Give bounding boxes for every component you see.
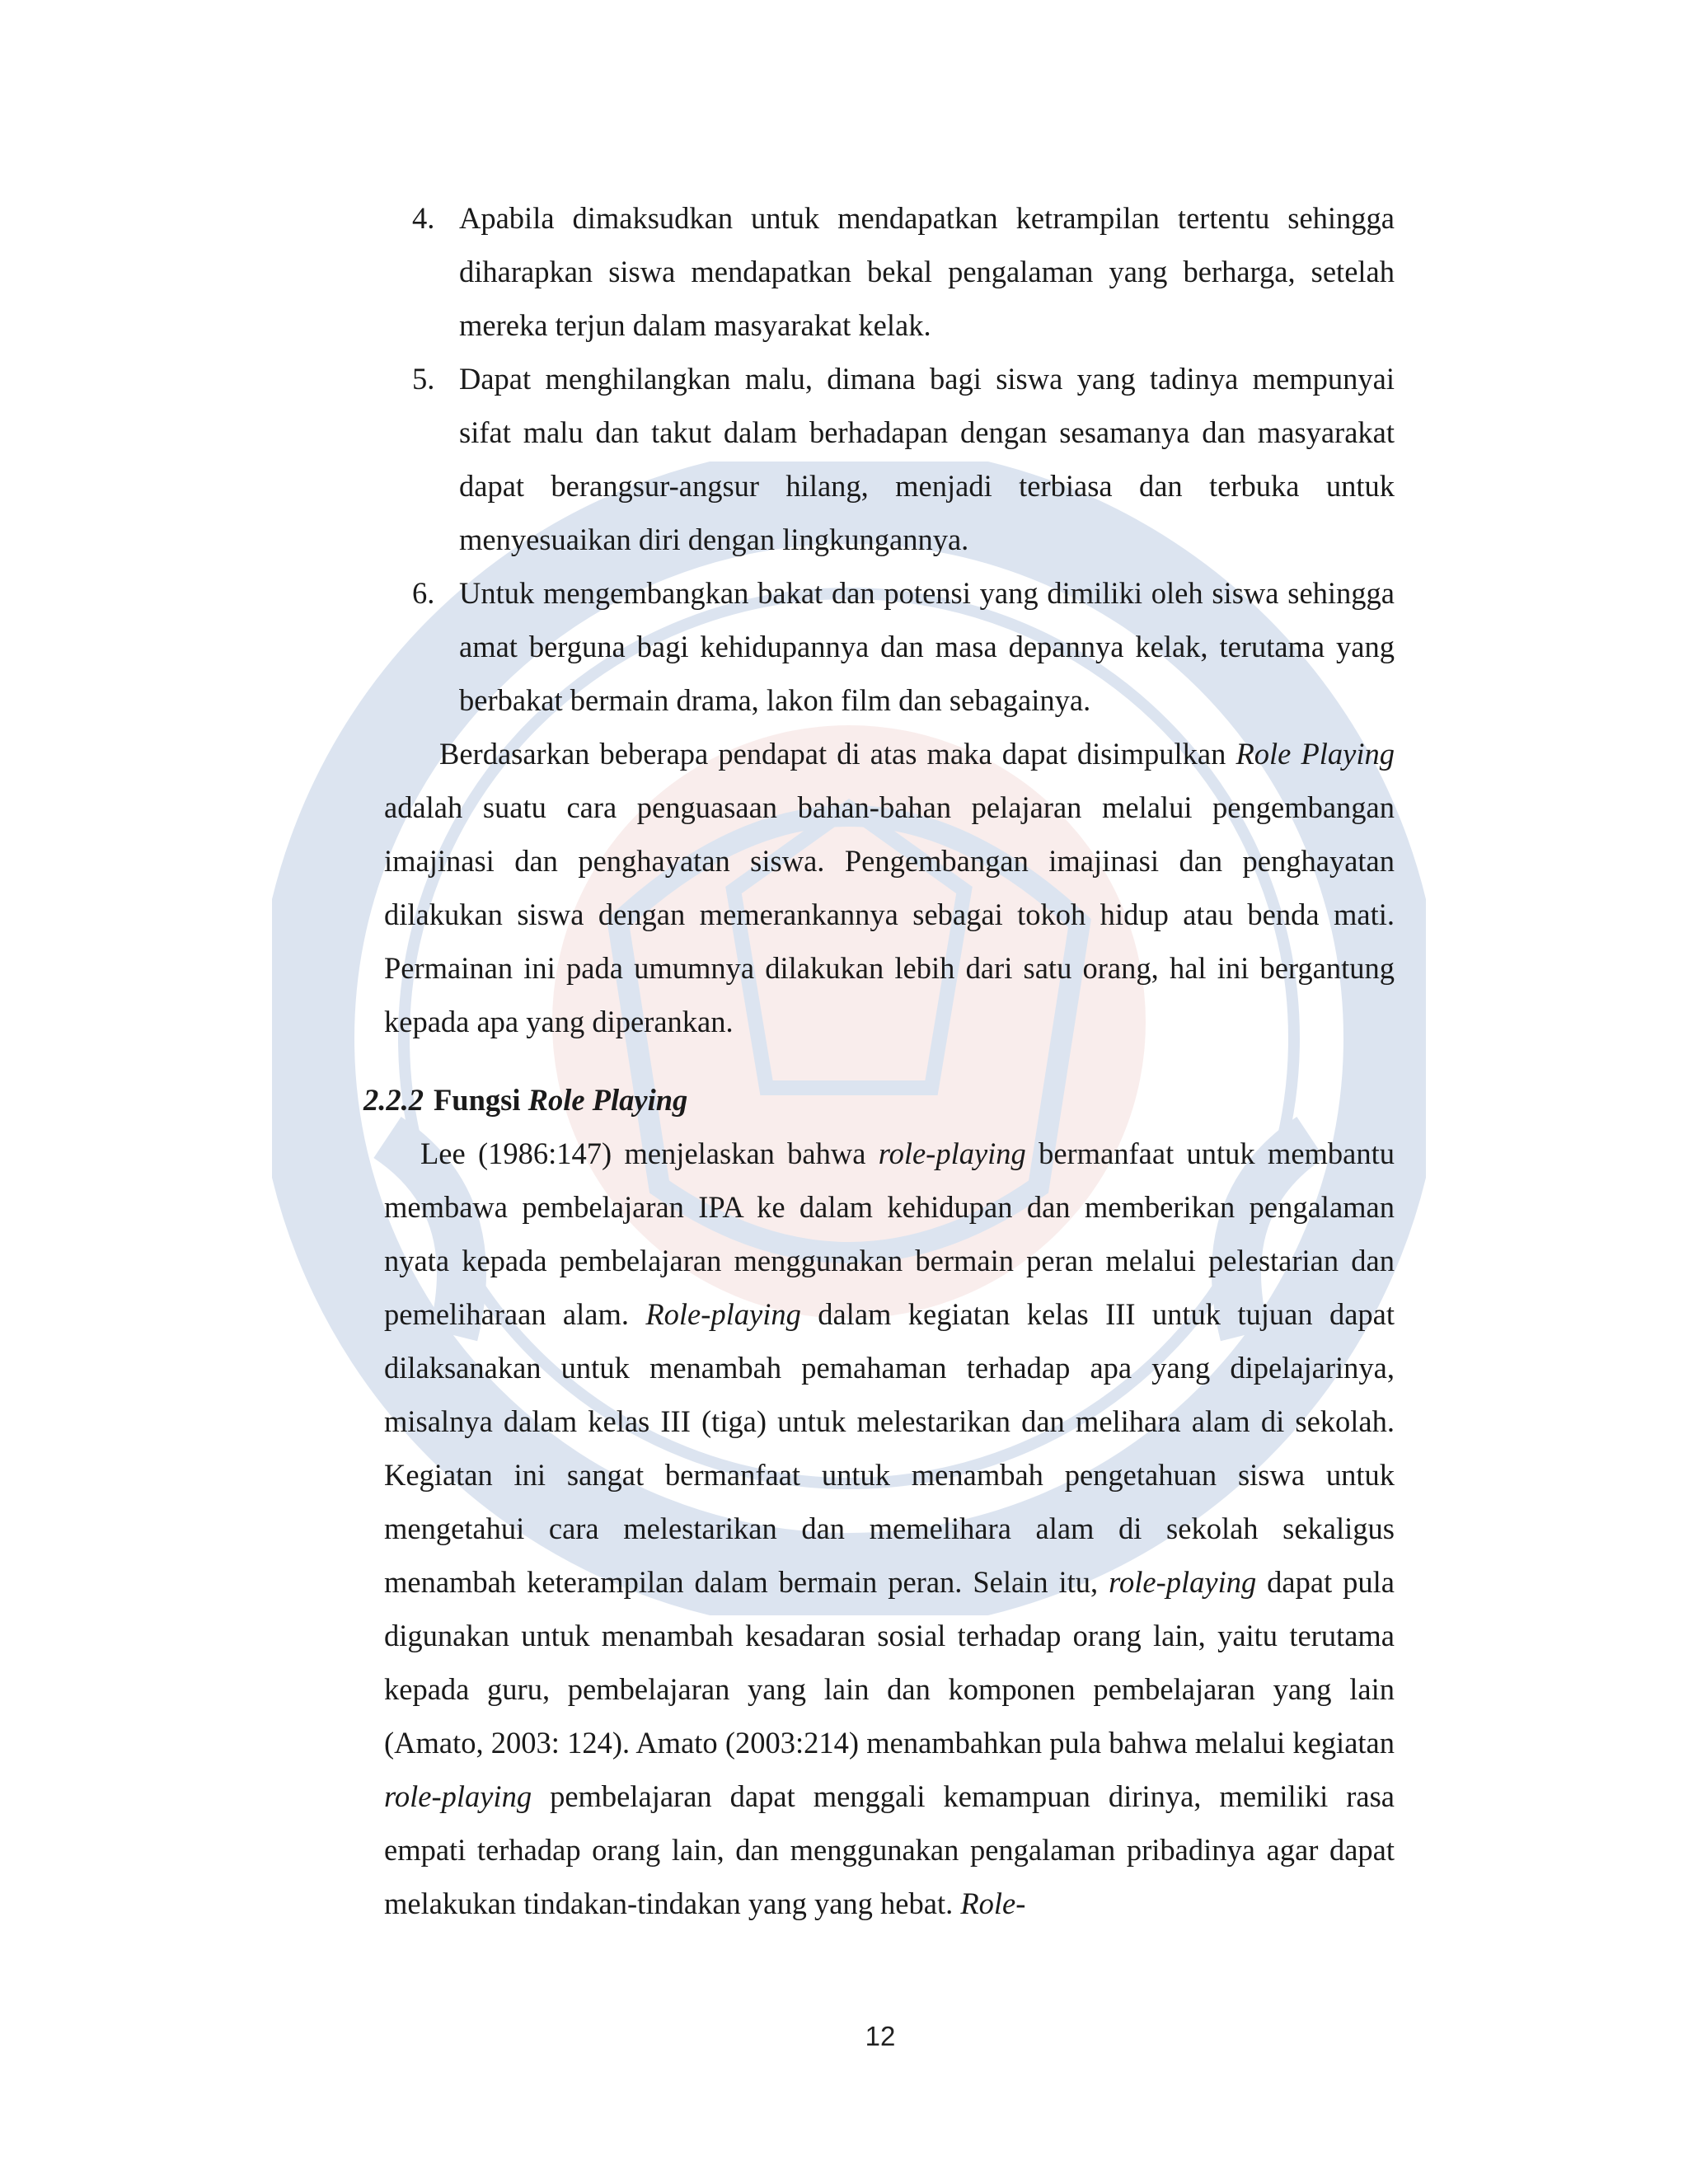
list-item-number: 6. bbox=[412, 576, 435, 610]
conclusion-paragraph bbox=[384, 727, 1395, 1048]
page-content bbox=[363, 191, 1395, 1930]
list-item-text: Apabila dimaksudkan untuk mendapatkan ketrampilan tertentu sehingga diharapkan siswa mendapatkan bekal pengalaman yang berharga, setelah mereka terjun dalam masyarakat kelak. bbox=[459, 201, 1395, 342]
body-text: bermanfaat untuk membantu membawa pembelajaran IPA ke dalam kehidupan dan memberikan pengalaman nyata kepada pembelajaran menggunakan bermain peran melalui pelestarian dan pemeliharaan alam. bbox=[384, 1137, 1395, 1331]
numbered-list bbox=[384, 191, 1395, 727]
body-term: Role-playing bbox=[645, 1297, 801, 1331]
conclusion-text-end: adalah suatu cara penguasaan bahan-bahan pelajaran melalui pengembangan imajinasi dan penghayatan siswa. Pengembangan imajinasi dan penghayatan dilakukan siswa dengan memerankannya sebagai tokoh hidup atau benda mati. Permainan ini pada umumnya dilakukan lebih dari satu orang, hal ini bergantung kepada apa yang diperankan. bbox=[384, 790, 1395, 1038]
section-heading bbox=[363, 1073, 1395, 1127]
conclusion-text-start: Berdasarkan beberapa pendapat di atas maka dapat disimpulkan bbox=[439, 737, 1236, 771]
list-item bbox=[384, 566, 1395, 727]
section-label: Fungsi bbox=[434, 1083, 521, 1117]
body-text: dapat pula digunakan untuk menambah kesadaran sosial terhadap orang lain, yaitu terutama kepada guru, pembelajaran yang lain dan komponen pembelajaran yang lain (Amato, 2003: 124). Amato (2003:214) menambahkan pula bahwa melalui kegiatan bbox=[384, 1565, 1395, 1760]
body-term: role-playing bbox=[1109, 1565, 1257, 1599]
section-term: Role Playing bbox=[528, 1083, 688, 1117]
body-text: dalam kegiatan kelas III untuk tujuan dapat dilaksanakan untuk menambah pemahaman terhadap apa yang dipelajarinya, misalnya dalam kelas III (tiga) untuk melestarikan dan melihara alam di sekolah. Kegiatan ini sangat bermanfaat untuk menambah pengetahuan siswa untuk mengetahui cara melestarikan dan memelihara alam di sekolah sekaligus menambah keterampilan dalam bermain peran. Selain itu, bbox=[384, 1297, 1395, 1599]
body-term: role-playing bbox=[878, 1137, 1026, 1170]
list-item-text: Dapat menghilangkan malu, dimana bagi siswa yang tadinya mempunyai sifat malu dan takut dalam berhadapan dengan sesamanya dan masyarakat dapat berangsur-angsur hilang, menjadi terbiasa dan terbuka untuk menyesuaikan diri dengan lingkungannya. bbox=[459, 362, 1395, 556]
list-item-number: 4. bbox=[412, 201, 435, 235]
list-item-number: 5. bbox=[412, 362, 435, 396]
body-text: Lee (1986:147) menjelaskan bahwa bbox=[420, 1137, 879, 1170]
body-term: Role- bbox=[960, 1886, 1026, 1920]
body-term: role-playing bbox=[384, 1779, 532, 1813]
list-item bbox=[384, 191, 1395, 352]
body-paragraph bbox=[384, 1127, 1395, 1930]
body-text: pembelajaran dapat menggali kemampuan dirinya, memiliki rasa empati terhadap orang lain, dan menggunakan pengalaman pribadinya agar dapat melakukan tindakan-tindakan yang yang hebat. bbox=[384, 1779, 1395, 1920]
page-number: 12 bbox=[865, 2021, 896, 2051]
list-item bbox=[384, 352, 1395, 566]
conclusion-term: Role Playing bbox=[1236, 737, 1395, 771]
section-number: 2.2.2 bbox=[363, 1083, 424, 1117]
list-item-text: Untuk mengembangkan bakat dan potensi yang dimiliki oleh siswa sehingga amat berguna bagi kehidupannya dan masa depannya kelak, terutama yang berbakat bermain drama, lakon film dan sebagainya. bbox=[459, 576, 1395, 717]
